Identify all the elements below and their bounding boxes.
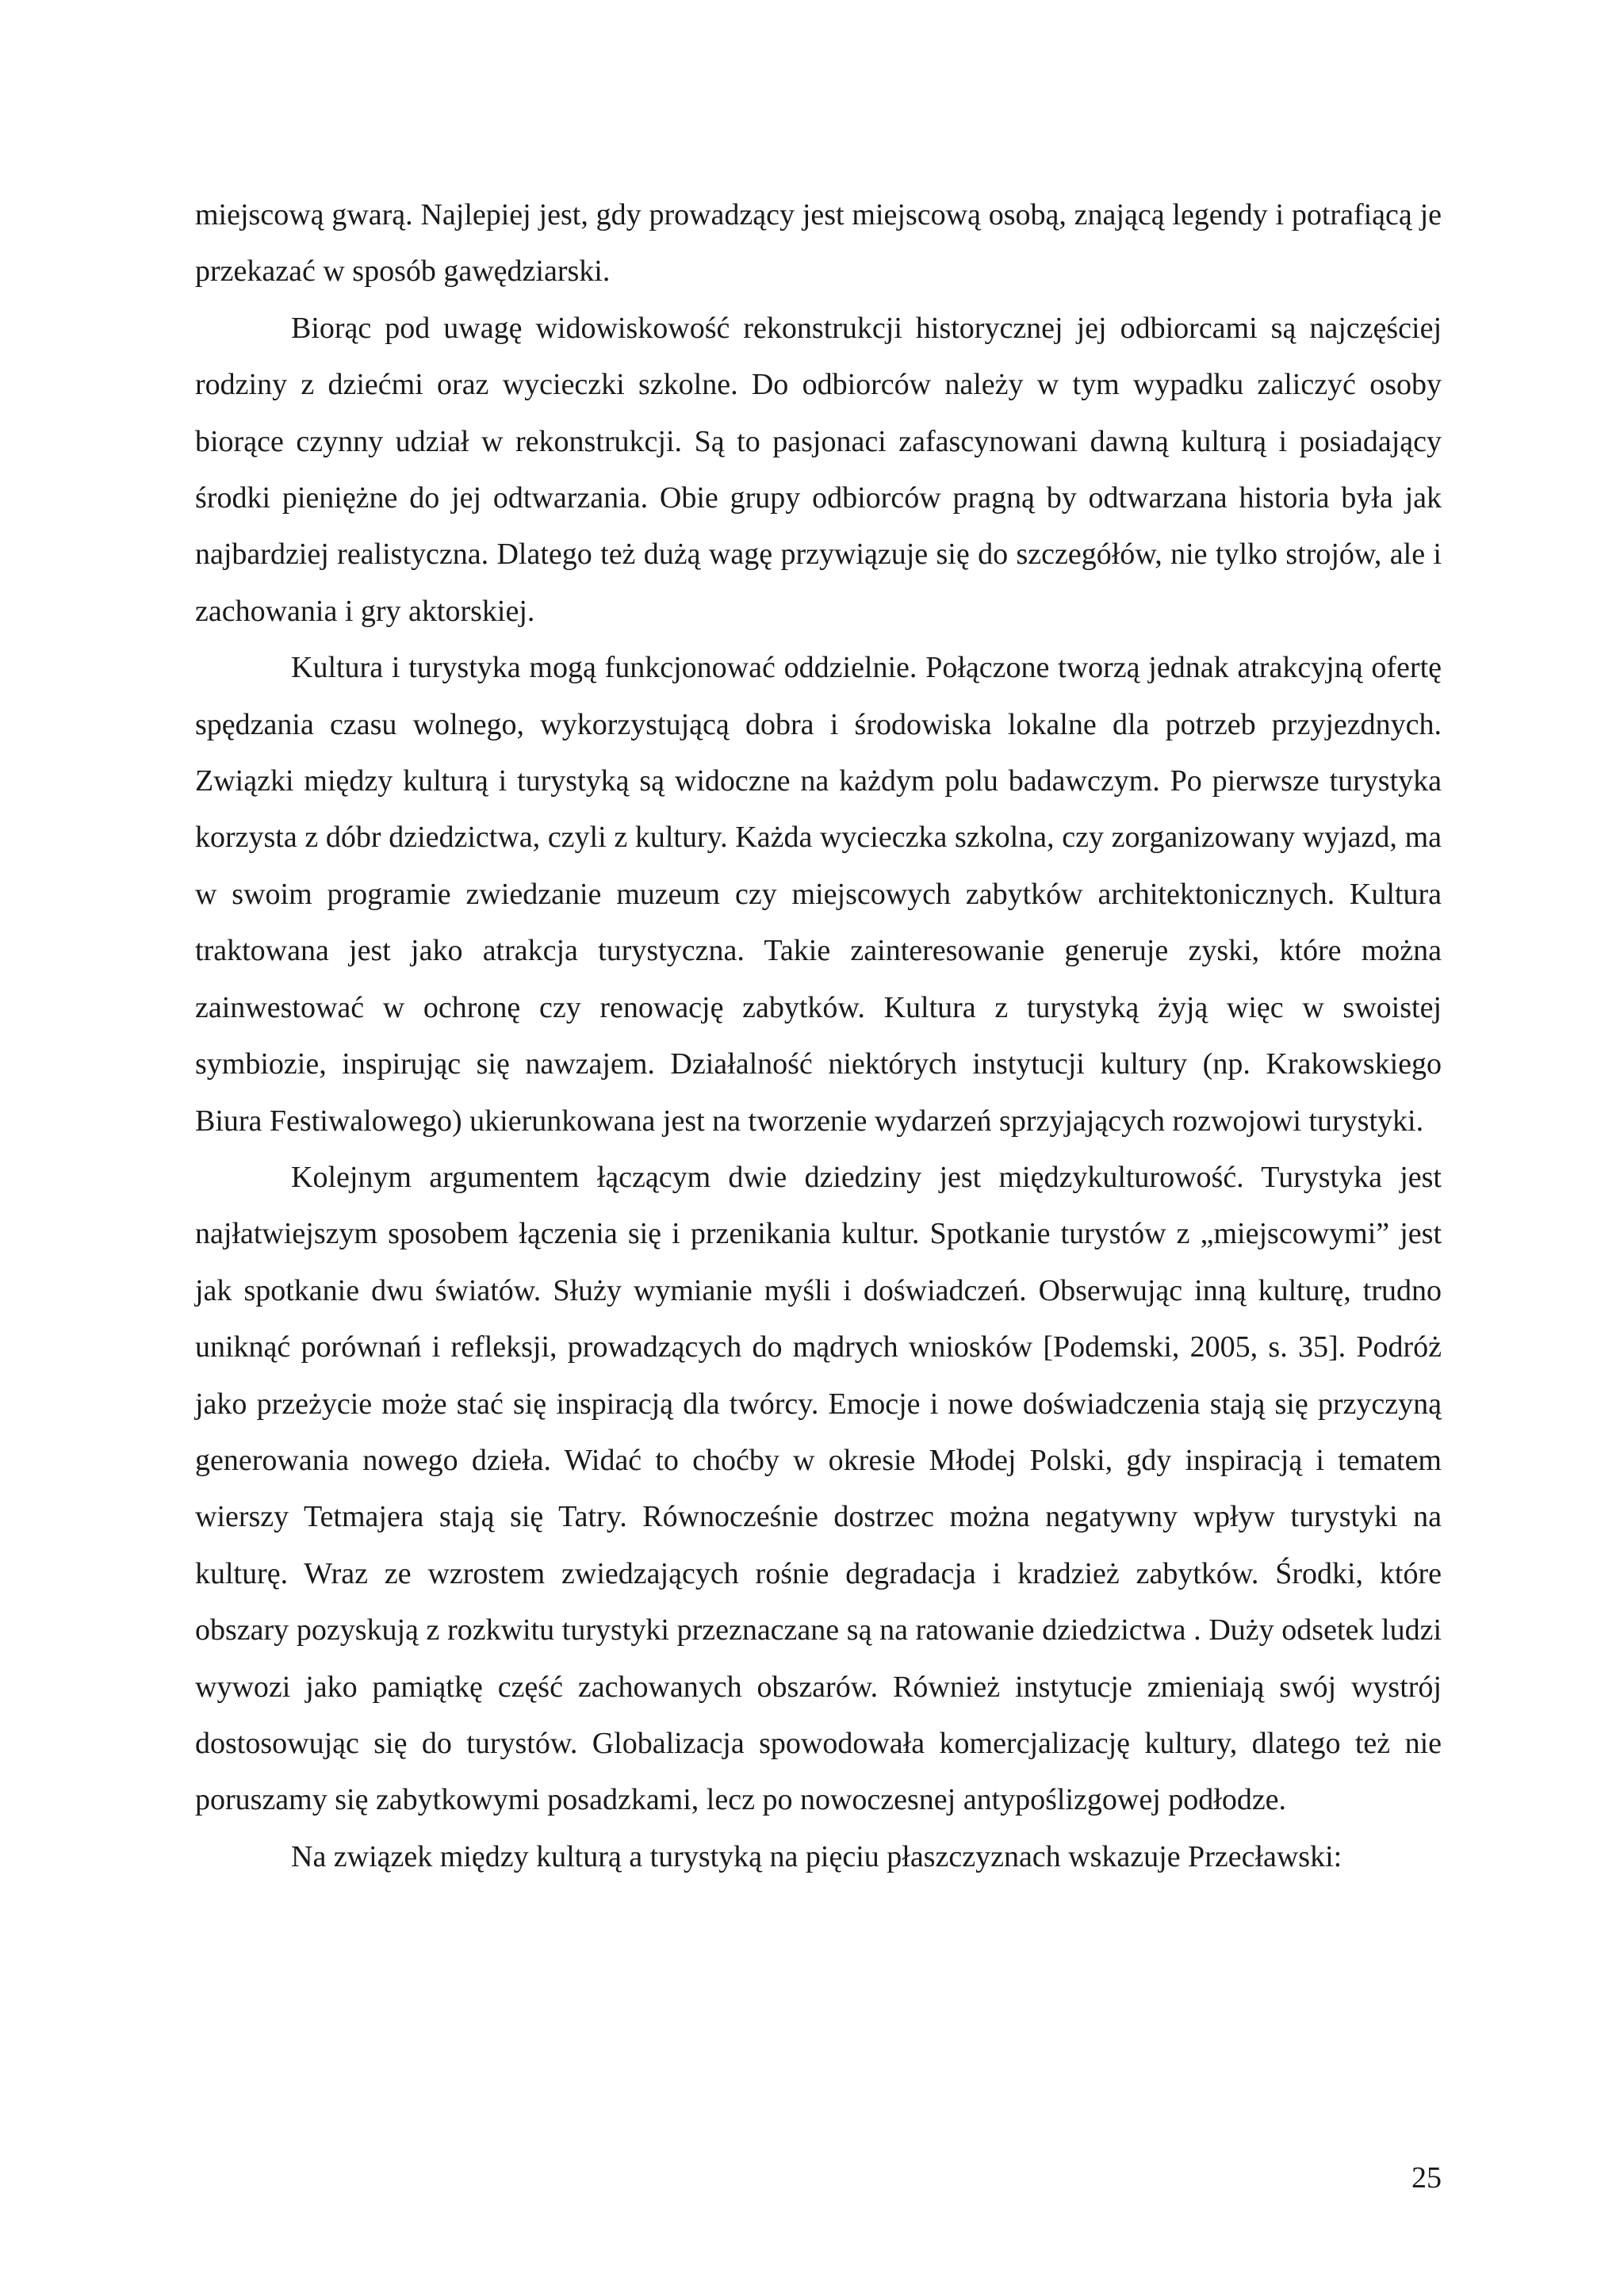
page-number: 25 <box>1411 2161 1442 2195</box>
page-body <box>195 187 1442 1885</box>
paragraph: Kultura i turystyka mogą funkcjonować oddzielnie. Połączone tworzą jednak atrakcyjną ofertę spędzania czasu wolnego, wykorzystującą dobra i środowiska lokalne dla potrzeb przyjezdnych. Związki między kulturą i turystyką są widoczne na każdym polu badawczym. Po pierwsze turystyka korzysta z dóbr dziedzictwa, czyli z kultury. Każda wycieczka szkolna, czy zorganizowany wyjazd, ma w swoim programie zwiedzanie muzeum czy miejscowych zabytków architektonicznych. Kultura traktowana jest jako atrakcja turystyczna. Takie zainteresowanie generuje zyski, które można zainwestować w ochronę czy renowację zabytków. Kultura z turystyką żyją więc w swoistej symbiozie, inspirując się nawzajem. Działalność niektórych instytucji kultury (np. Krakowskiego Biura Festiwalowego) ukierunkowana jest na tworzenie wydarzeń sprzyjających rozwojowi turystyki. <box>195 651 1442 1138</box>
paragraph: Na związek między kulturą a turystyką na pięciu płaszczyznach wskazuje Przecławski: <box>291 1839 1342 1873</box>
paragraph: Kolejnym argumentem łączącym dwie dziedziny jest międzykulturowość. Turystyka jest najłatwiejszym sposobem łączenia się i przenikania kultur. Spotkanie turystów z „miejscowymi” jest jak spotkanie dwu światów. Służy wymianie myśli i doświadczeń. Obserwując inną kulturę, trudno uniknąć porównań i refleksji, prowadzących do mądrych wniosków [Podemski, 2005, s. 35]. Podróż jako przeżycie może stać się inspiracją dla twórcy. Emocje i nowe doświadczenia stają się przyczyną generowania nowego dzieła. Widać to choćby w okresie Młodej Polski, gdy inspiracją i tematem wierszy Tetmajera stają się Tatry. Równocześnie dostrzec można negatywny wpływ turystyki na kulturę. Wraz ze wzrostem zwiedzających rośnie degradacja i kradzież zabytków. Środki, które obszary pozyskują z rozkwitu turystyki przeznaczane są na ratowanie dziedzictwa . Duży odsetek ludzi wywozi jako pamiątkę część zachowanych obszarów. Również instytucje zmieniają swój wystrój dostosowując się do turystów. Globalizacja spowodowała komercjalizację kultury, dlatego też nie poruszamy się zabytkowymi posadzkami, lecz po nowoczesnej antypoślizgowej podłodze. <box>195 1160 1442 1817</box>
paragraph: miejscową gwarą. Najlepiej jest, gdy prowadzący jest miejscową osobą, znającą legendy i potrafiącą je przekazać w sposób gawędziarski. <box>195 198 1442 289</box>
paragraph: Biorąc pod uwagę widowiskowość rekonstrukcji historycznej jej odbiorcami są najczęściej rodziny z dziećmi oraz wycieczki szkolne. Do odbiorców należy w tym wypadku zaliczyć osoby biorące czynny udział w rekonstrukcji. Są to pasjonaci zafascynowani dawną kulturą i posiadający środki pieniężne do jej odtwarzania. Obie grupy odbiorców pragną by odtwarzana historia była jak najbardziej realistyczna. Dlatego też dużą wagę przywiązuje się do szczegółów, nie tylko strojów, ale i zachowania i gry aktorskiej. <box>195 311 1442 628</box>
